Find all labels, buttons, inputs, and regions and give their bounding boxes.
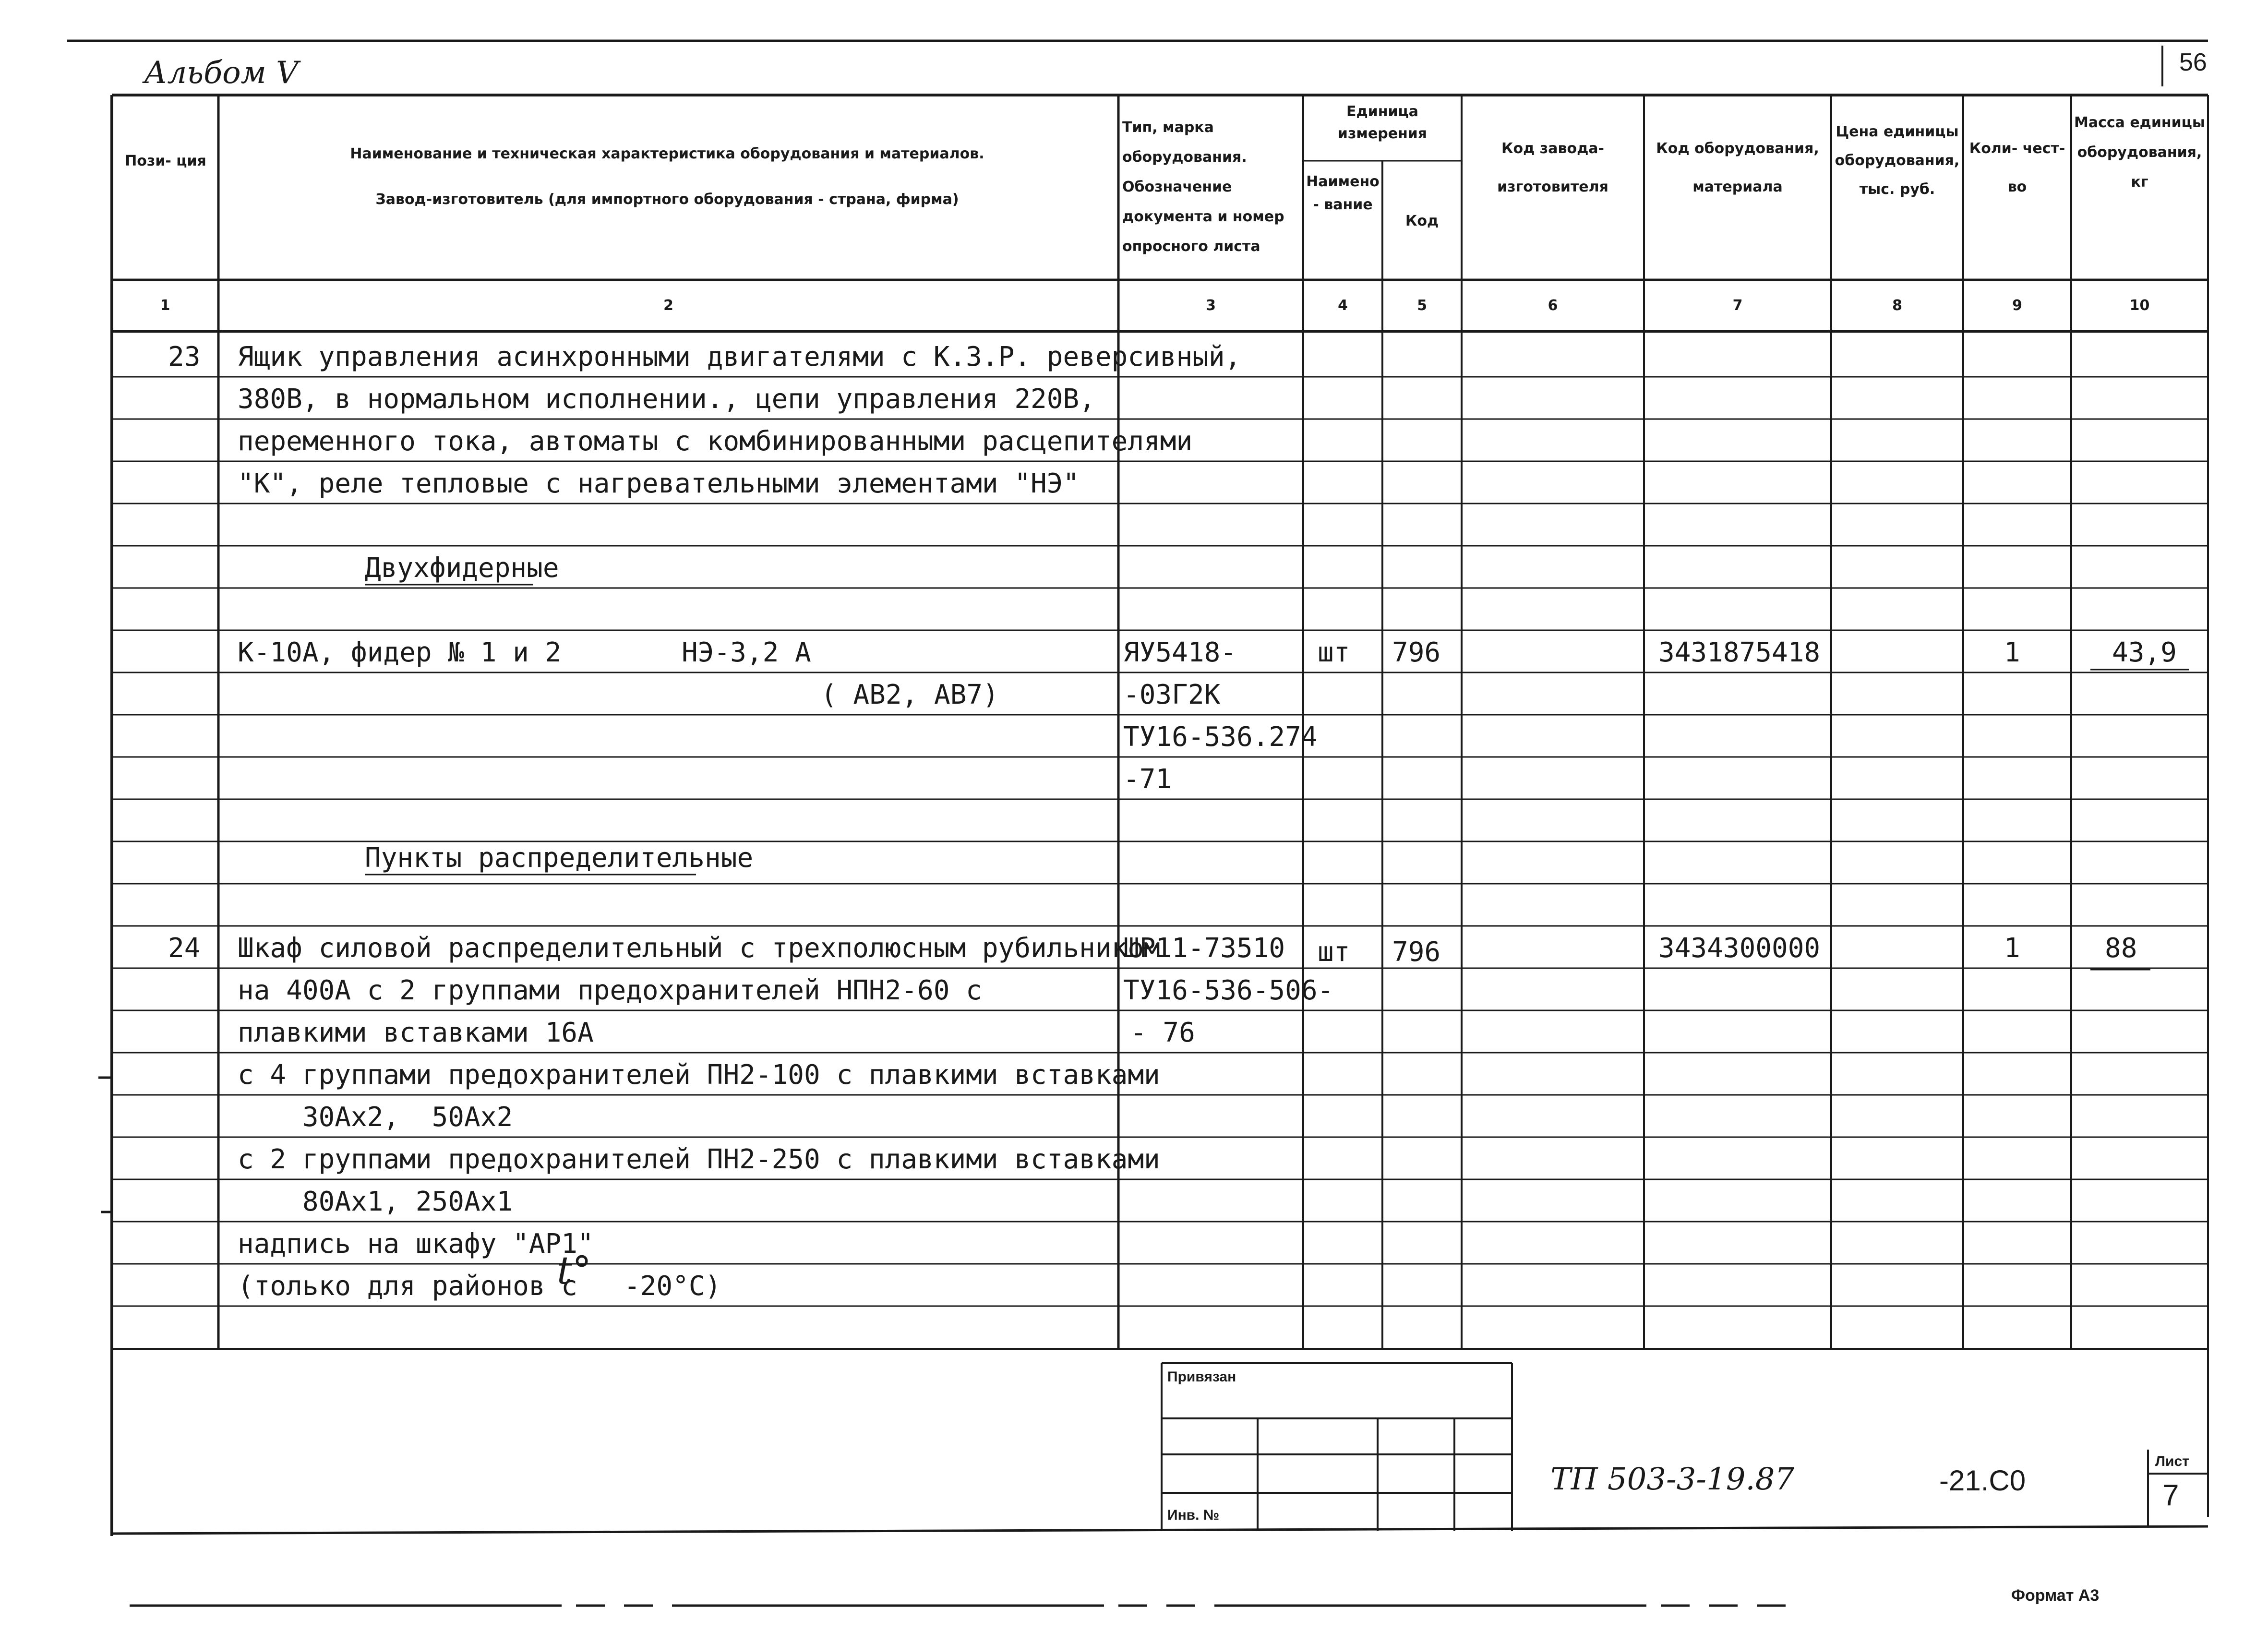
row-type: -71 [1123,764,1172,795]
doc-code: ТП 503-3-19.87 [1550,1462,1795,1497]
row-type: ЯУ5418- [1123,637,1237,668]
header-price: Цена единицы оборудования, тыс. руб. [1835,123,1960,198]
header-factory-code: Код завода- изготовителя [1497,140,1608,195]
row-unit-code: 796 [1392,637,1441,668]
colnum-1: 1 [160,297,170,314]
row-name: 30Ах2, 50Ах2 [238,1102,513,1133]
colnum-5: 5 [1417,297,1427,314]
section-heading: Двухфидерные [365,552,559,584]
colnum-8: 8 [1892,297,1902,314]
header-unit-code: Код [1405,213,1439,229]
row-name: плавкими вставками 16А [238,1017,594,1048]
row-name: с 4 группами предохранителей ПН2-100 с плавкими вставками [238,1059,1160,1091]
header-quantity: Коли- чест- во [1969,140,2065,195]
row-unit: шт [1318,936,1350,968]
header-name-line1: Наименование и техническая характеристика оборудования и материалов. [350,145,984,162]
header-item-code: Код оборудования, материала [1656,140,1819,195]
album-label: Альбом V [144,55,299,91]
row-type: - 76 [1130,1017,1195,1048]
row-type: -03Г2К [1123,679,1221,710]
header-position: Пози- ция [125,153,206,169]
row-type: ТУ16-536-506- [1123,975,1334,1006]
row-mass: 43,9 [2112,637,2177,668]
header-mass: Масса единицы оборудования, кг [2074,114,2206,191]
format-label: Формат А3 [2011,1586,2100,1605]
row-mass: 88 [2105,933,2137,964]
row-item-code: 3431875418 [1658,637,1821,668]
row-temperature-value: -20°С) [624,1271,721,1302]
row-name: переменного тока, автоматы с комбинированными расцепителями [238,426,1193,457]
row-quantity: 1 [2004,933,2020,964]
doc-suffix: -21.С0 [1939,1464,2026,1497]
stamp-inv: Инв. № [1167,1507,1220,1523]
colnum-4: 4 [1338,297,1348,314]
header-type: Тип, марка оборудования. Обозначение документа и номер опросного листа [1122,119,1284,255]
row-name: надпись на шкафу "АР1" [238,1228,594,1260]
row-extra: ( АВ2, АВ7) [821,679,999,710]
row-name: с 2 группами предохранителей ПН2-250 с плавкими вставками [238,1144,1160,1175]
colnum-2: 2 [663,297,673,314]
row-type: ТУ16-536.274 [1123,721,1318,753]
row-name: на 400А с 2 группами предохранителей НПН2-60 с [238,975,982,1006]
header-name-line2: Завод-изготовитель (для импортного оборудования - страна, фирма) [375,191,959,208]
temperature-symbol: t° [557,1248,592,1293]
row-extra: НЭ-3,2 А [682,637,811,668]
section-heading: Пункты распределительные [365,842,754,874]
row-unit: шт [1318,637,1350,668]
row-name: 80Ах1, 250Ах1 [238,1186,513,1217]
row-name: Ящик управления асинхронными двигателями с К.З.Р. реверсивный, [238,341,1241,372]
colnum-6: 6 [1548,297,1558,314]
row-name: Шкаф силовой распределительный с трехполюсным рубильником [238,933,1160,964]
row-item-code: 3434300000 [1658,933,1821,964]
colnum-10: 10 [2129,297,2150,314]
sheet-corner-number: 56 [2179,48,2207,76]
colnum-9: 9 [2012,297,2022,314]
row-type: ШР11-73510 [1123,933,1285,964]
row-name: К-10А, фидер № 1 и 2 [238,637,562,668]
sheet-number: 7 [2162,1479,2179,1512]
header-unit-name: Наимено- вание [1306,173,1380,213]
row-quantity: 1 [2004,637,2020,668]
row-position: 24 [168,933,201,964]
row-name: 380В, в нормальном исполнении., цепи управления 220В, [238,384,1095,415]
sheet-label: Лист [2155,1453,2189,1469]
colnum-7: 7 [1732,297,1743,314]
row-name: "К", реле тепловые с нагревательными элементами "НЭ" [238,468,1080,499]
stamp-privyazan: Привязан [1167,1369,1236,1385]
row-name: (только для районов с [238,1271,578,1302]
header-unit-group: Единица измерения [1337,103,1428,142]
colnum-3: 3 [1206,297,1216,314]
row-position: 23 [168,341,201,372]
row-unit-code: 796 [1392,936,1441,968]
